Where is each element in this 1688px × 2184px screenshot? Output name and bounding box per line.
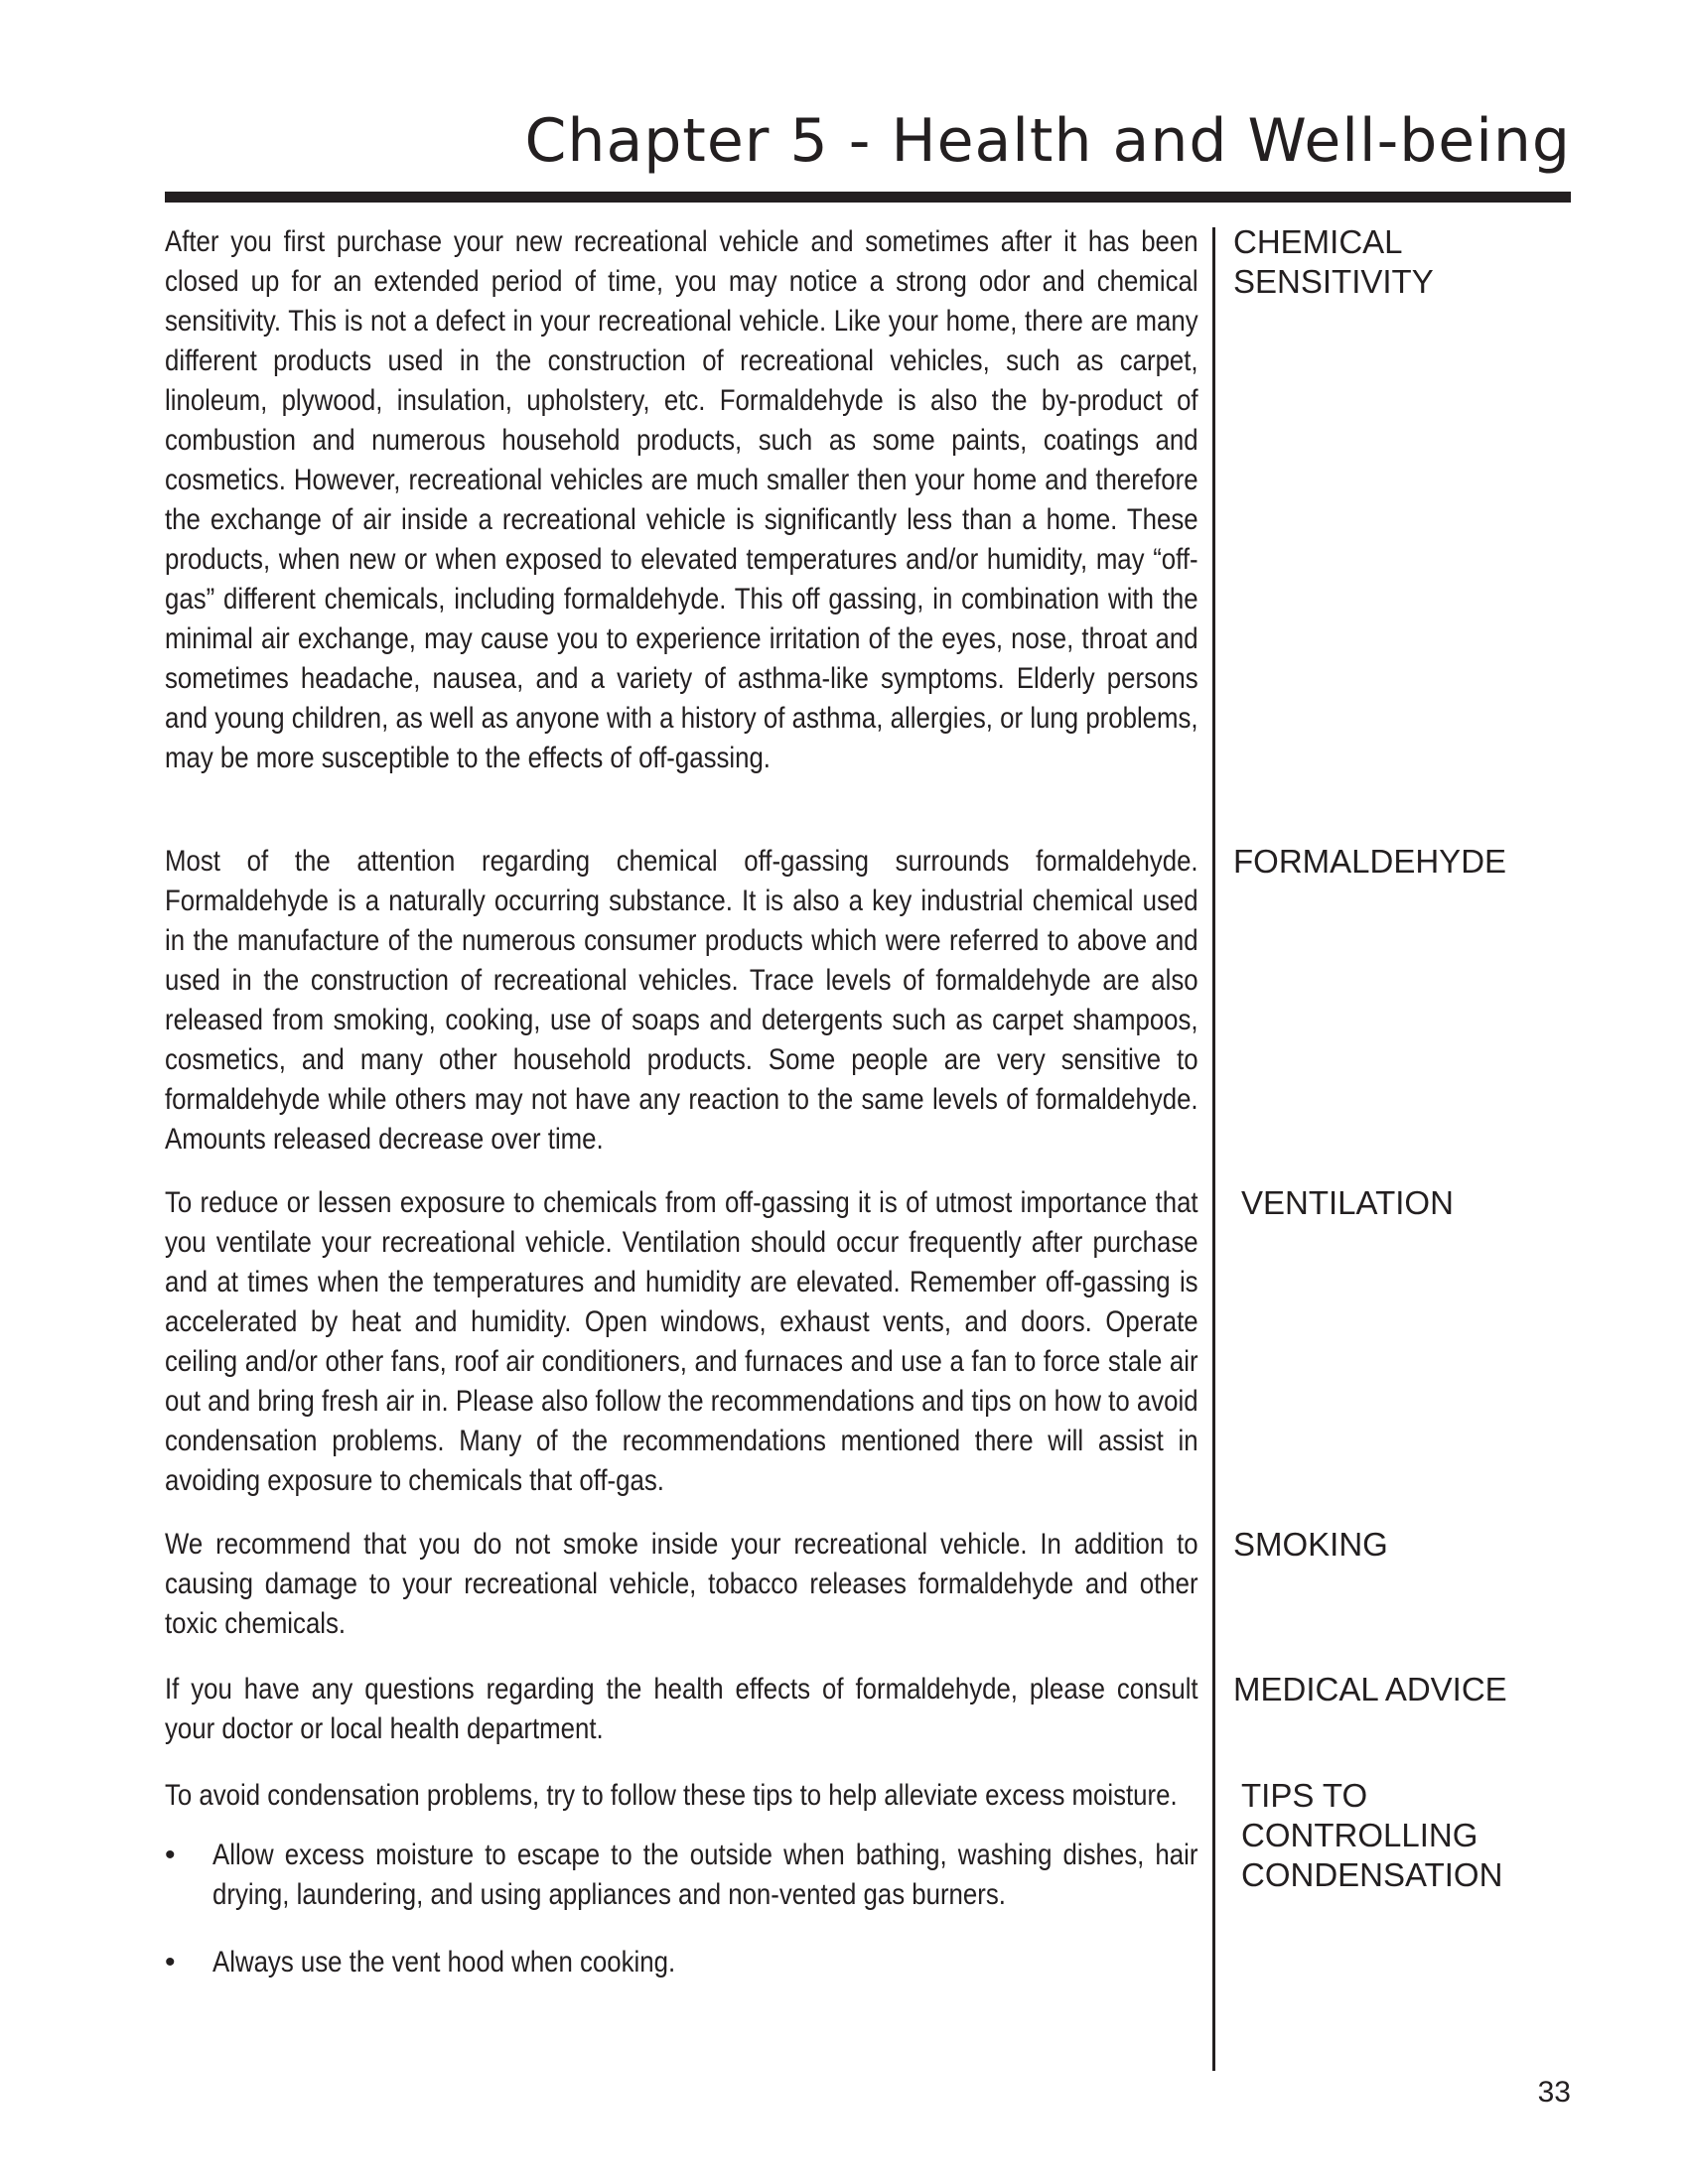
page-number: 33 xyxy=(1537,2076,1571,2109)
column-divider xyxy=(1212,227,1215,2071)
ventilation-paragraph: To reduce or lessen exposure to chemicals from off-gassing it is of utmost importance that you ventilate your recreational vehicle. Ventilation should occur frequently after purchase and at times when the temperatures and humidity are elevated. Remember off-gassing is accelerated by heat and humidity. Open windows, exhaust vents, and doors. Operate ceiling and/or other fans, roof air conditioners, and furnaces and use a fan to force stale air out and bring fresh air in. Please also follow the recommendations and tips on how to avoid condensation problems. Many of the recommendations mentioned there will assist in avoiding exposure to chemicals that off-gas. xyxy=(165,1186,1198,1497)
chemical-sensitivity-heading: CHEMICAL SENSITIVITY xyxy=(1233,223,1434,300)
condensation-bullet: Always use the vent hood when cooking. xyxy=(212,1946,676,1979)
smoking-paragraph: We recommend that you do not smoke inside your recreational vehicle. In addition to causing damage to your recreational vehicle, tobacco releases formaldehyde and other toxic chemicals. xyxy=(165,1528,1198,1640)
bullet-marker: • xyxy=(165,1946,176,1979)
formaldehyde-heading: FORMALDEHYDE xyxy=(1233,843,1507,880)
condensation-intro-paragraph: To avoid condensation problems, try to follow these tips to help alleviate excess moisture. xyxy=(165,1779,1178,1812)
condensation-heading: TIPS TO CONTROLLING CONDENSATION xyxy=(1241,1777,1503,1893)
ventilation-heading: VENTILATION xyxy=(1241,1184,1454,1221)
condensation-bullet: Allow excess moisture to escape to the outside when bathing, washing dishes, hair drying, laundering, and using appliances and non-vented gas burners. xyxy=(212,1839,1198,1911)
formaldehyde-paragraph: Most of the attention regarding chemical off-gassing surrounds formaldehyde. Formaldehyde is a naturally occurring substance. It is also a key industrial chemical used in the manufacture of the numerous consumer products which were referred to above and used in the construction of recreational vehicles. Trace levels of formaldehyde are also released from smoking, cooking, use of soaps and detergents such as carpet shampoos, cosmetics, and many other household products. Some people are very sensitive to formaldehyde while others may not have any reaction to the same levels of formaldehyde. Amounts released decrease over time. xyxy=(165,845,1198,1156)
medical-advice-paragraph: If you have any questions regarding the health effects of formaldehyde, please consult your doctor or local health department. xyxy=(165,1673,1198,1745)
smoking-heading: SMOKING xyxy=(1233,1526,1388,1563)
bullet-marker: • xyxy=(165,1839,176,1871)
chapter-title: Chapter 5 - Health and Well-being xyxy=(524,106,1571,176)
title-rule xyxy=(165,192,1571,203)
medical-advice-heading: MEDICAL ADVICE xyxy=(1233,1671,1507,1707)
chemical-sensitivity-paragraph: After you first purchase your new recreational vehicle and sometimes after it has been closed up for an extended period of time, you may notice a strong odor and chemical sensitivity. This is not a defect in your recreational vehicle. Like your home, there are many different products used in the construction of recreational vehicles, such as carpet, linoleum, plywood, insulation, upholstery, etc. Formaldehyde is also the by-product of combustion and numerous household products, such as some paints, coatings and cosmetics. However, recreational vehicles are much smaller then your home and therefore the exchange of air inside a recreational vehicle is significantly less than a home. These products, when new or when exposed to elevated temperatures and/or humidity, may “off-gas” different chemicals, including formaldehyde. This off gassing, in combination with the minimal air exchange, may cause you to experience irritation of the eyes, nose, throat and sometimes headache, nausea, and a variety of asthma-like symptoms. Elderly persons and young children, as well as anyone with a history of asthma, allergies, or lung problems, may be more susceptible to the effects of off-gassing. xyxy=(165,225,1198,774)
